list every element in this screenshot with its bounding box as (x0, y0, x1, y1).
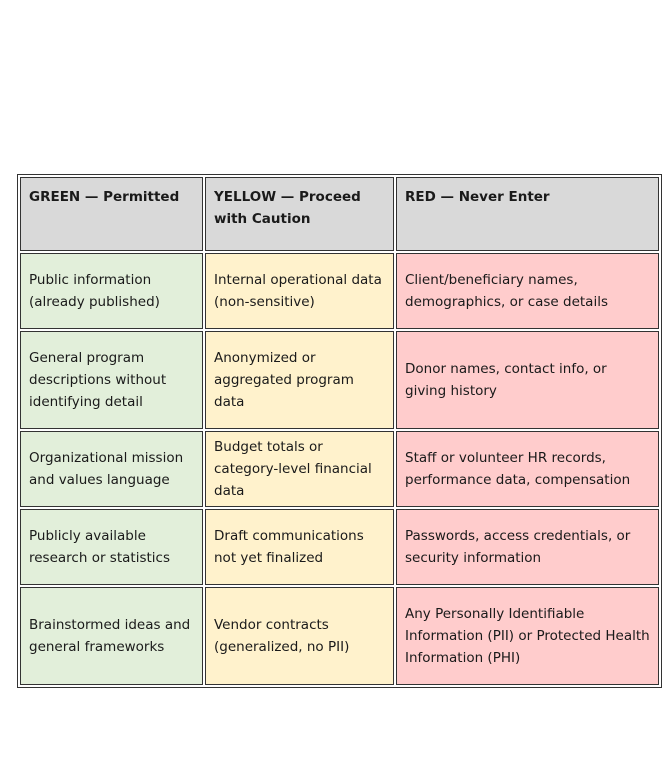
cell-green: Organizational mission and values language (20, 431, 203, 507)
table-row (20, 331, 659, 429)
cell-red: Any Personally Identifiable Information (PII) or Protected Health Information (PHI) (396, 587, 659, 685)
cell-yellow: Draft communications not yet finalized (205, 509, 394, 585)
cell-red: Donor names, contact info, or giving history (396, 331, 659, 429)
cell-green: Public information (already published) (20, 253, 203, 329)
cell-green: Brainstormed ideas and general frameworks (20, 587, 203, 685)
cell-red: Client/beneficiary names, demographics, or case details (396, 253, 659, 329)
table-row (20, 253, 659, 329)
cell-red: Passwords, access credentials, or security information (396, 509, 659, 585)
cell-red: Staff or volunteer HR records, performance data, compensation (396, 431, 659, 507)
cell-yellow: Budget totals or category-level financial data (205, 431, 394, 507)
table-row (20, 587, 659, 685)
data-classification-table (17, 174, 662, 688)
table-row (20, 431, 659, 507)
cell-green: General program descriptions without identifying detail (20, 331, 203, 429)
cell-green: Publicly available research or statistics (20, 509, 203, 585)
header-green: GREEN — Permitted (20, 177, 203, 251)
cell-yellow: Anonymized or aggregated program data (205, 331, 394, 429)
cell-yellow: Vendor contracts (generalized, no PII) (205, 587, 394, 685)
header-yellow: YELLOW — Proceed with Caution (205, 177, 394, 251)
header-red: RED — Never Enter (396, 177, 659, 251)
table-row (20, 509, 659, 585)
cell-yellow: Internal operational data (non-sensitive) (205, 253, 394, 329)
table-header-row (20, 177, 659, 251)
